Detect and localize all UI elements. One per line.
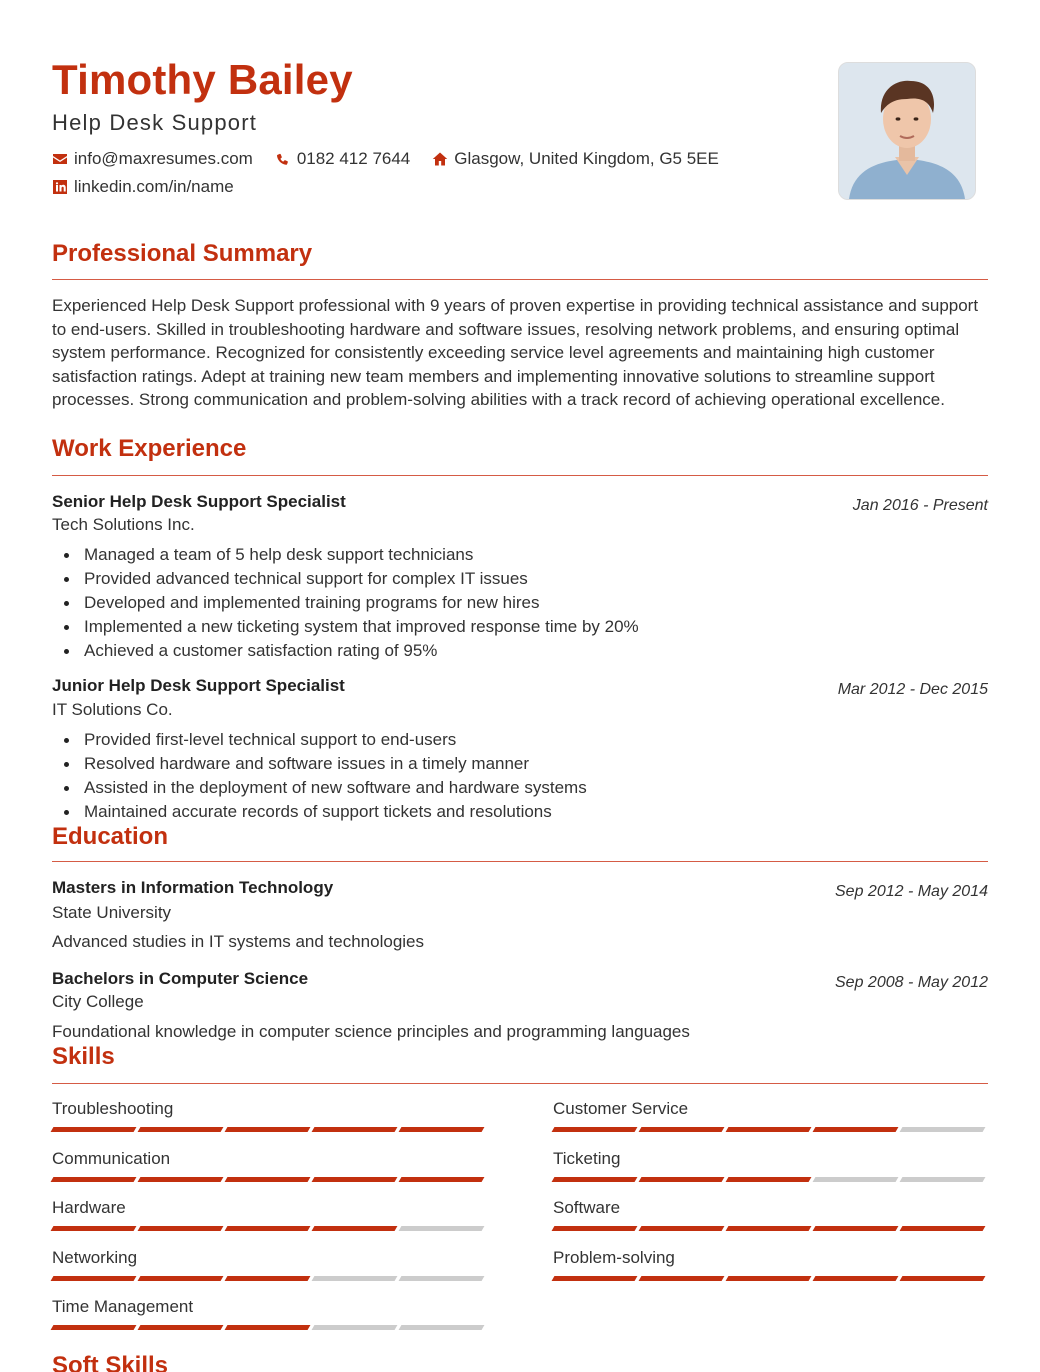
work-divider xyxy=(52,475,988,476)
job-1-company: Tech Solutions Inc. xyxy=(52,515,195,534)
candidate-title: Help Desk Support xyxy=(52,110,258,135)
skill-rating-bar xyxy=(553,1177,989,1182)
skill-rating-segment xyxy=(138,1276,224,1281)
skill-item xyxy=(553,1149,989,1182)
skill-item xyxy=(553,1248,989,1281)
skill-rating-bar xyxy=(52,1325,488,1330)
skill-rating-bar xyxy=(52,1226,488,1231)
education-divider xyxy=(52,861,988,862)
skill-rating-segment xyxy=(312,1276,398,1281)
work-heading: Work Experience xyxy=(52,435,247,462)
contact-row-1 xyxy=(52,149,719,169)
skill-rating-bar xyxy=(553,1276,989,1281)
skill-name: Troubleshooting xyxy=(52,1099,174,1118)
skill-rating-segment xyxy=(726,1226,812,1231)
skill-item xyxy=(52,1149,488,1182)
skill-item xyxy=(52,1099,488,1132)
skill-rating-bar xyxy=(553,1127,989,1132)
skill-rating-segment xyxy=(900,1177,986,1182)
phone-text: 0182 412 7644 xyxy=(296,149,411,168)
skill-rating-segment xyxy=(225,1325,311,1330)
profile-photo xyxy=(838,62,976,200)
skill-name: Customer Service xyxy=(553,1099,689,1118)
skill-rating-segment xyxy=(900,1276,986,1281)
skill-rating-segment xyxy=(813,1226,899,1231)
summary-text: Experienced Help Desk Support professional with 9 years of proven expertise in providing technical assistance and support to end-users. Skilled in troubleshooting hardware and software issues, resolving network problems, and ensuring optimal system performance. Recognized for consistently exceeding service level agreements and maintaining high customer satisfaction ratings. Adept at training new team members and implementing innovative solutions to streamline support processes. Strong communication and problem-solving abilities with a track record of achieving operational excellence. xyxy=(52,296,979,409)
skill-item xyxy=(553,1198,989,1231)
skill-name: Time Management xyxy=(52,1297,194,1316)
skill-rating-segment xyxy=(225,1177,311,1182)
skill-name: Hardware xyxy=(52,1198,126,1217)
phone-icon xyxy=(275,151,291,167)
skill-item xyxy=(553,1099,989,1132)
skill-rating-segment xyxy=(552,1226,638,1231)
summary-heading: Professional Summary xyxy=(52,240,313,267)
linkedin-icon xyxy=(52,179,68,195)
skill-rating-segment xyxy=(726,1127,812,1132)
contact-linkedin[interactable] xyxy=(52,177,234,197)
edu-1-school: State University xyxy=(52,903,172,922)
edu-2-dates: Sep 2008 - May 2012 xyxy=(835,974,988,991)
skill-name: Communication xyxy=(52,1148,171,1168)
job-1-bullets xyxy=(52,543,639,663)
skill-rating-segment xyxy=(813,1276,899,1281)
list-item: Assisted in the deployment of new software and hardware systems xyxy=(84,776,587,800)
skill-rating-segment xyxy=(138,1177,224,1182)
skill-rating-segment xyxy=(399,1276,485,1281)
list-item: Managed a team of 5 help desk support technicians xyxy=(84,543,639,567)
skill-rating-segment xyxy=(51,1325,137,1330)
envelope-icon xyxy=(52,151,68,167)
email-text: info@maxresumes.com xyxy=(74,149,253,168)
edu-2-school: City College xyxy=(52,992,144,1011)
skill-rating-segment xyxy=(51,1177,137,1182)
skill-rating-bar xyxy=(553,1226,989,1231)
job-2-bullets xyxy=(52,728,587,824)
skill-item xyxy=(52,1297,488,1330)
skill-rating-segment xyxy=(726,1177,812,1182)
list-item: Resolved hardware and software issues in a timely manner xyxy=(84,752,587,776)
skill-rating-segment xyxy=(225,1276,311,1281)
edu-2-desc: Foundational knowledge in computer science principles and programming languages xyxy=(52,1022,690,1041)
list-item: Developed and implemented training programs for new hires xyxy=(84,591,639,615)
list-item: Implemented a new ticketing system that improved response time by 20% xyxy=(84,615,639,639)
skill-rating-segment xyxy=(138,1226,224,1231)
contact-email[interactable] xyxy=(52,149,253,169)
job-2-company: IT Solutions Co. xyxy=(52,700,173,719)
skill-rating-bar xyxy=(52,1127,488,1132)
job-1-dates: Jan 2016 - Present xyxy=(852,497,988,514)
skill-rating-segment xyxy=(312,1127,398,1132)
contact-row-2 xyxy=(52,177,234,197)
list-item: Provided first-level technical support to end-users xyxy=(84,728,587,752)
edu-1-dates: Sep 2012 - May 2014 xyxy=(835,883,988,900)
skill-rating-segment xyxy=(552,1276,638,1281)
skill-rating-segment xyxy=(399,1177,485,1182)
skill-name: Networking xyxy=(52,1247,138,1267)
skills-heading: Skills xyxy=(52,1043,115,1070)
skill-name: Ticketing xyxy=(553,1148,621,1168)
summary-divider xyxy=(52,279,988,280)
edu-2-degree: Bachelors in Computer Science xyxy=(52,969,309,988)
skill-rating-segment xyxy=(639,1127,725,1132)
job-1-role: Senior Help Desk Support Specialist xyxy=(52,492,346,511)
skill-rating-segment xyxy=(312,1226,398,1231)
skill-item xyxy=(52,1198,488,1231)
skill-rating-segment xyxy=(639,1177,725,1182)
job-2-role: Junior Help Desk Support Specialist xyxy=(52,676,345,695)
list-item: Provided advanced technical support for complex IT issues xyxy=(84,567,639,591)
skill-rating-segment xyxy=(225,1226,311,1231)
skill-rating-segment xyxy=(726,1276,812,1281)
education-heading: Education xyxy=(52,823,169,850)
home-icon xyxy=(432,151,448,167)
location-text: Glasgow, United Kingdom, G5 5EE xyxy=(454,149,719,168)
edu-1-degree: Masters in Information Technology xyxy=(52,878,334,897)
skill-rating-bar xyxy=(52,1177,488,1182)
skill-rating-segment xyxy=(900,1226,986,1231)
soft-skills-heading: Soft Skills xyxy=(52,1352,169,1372)
skill-rating-segment xyxy=(312,1325,398,1330)
skill-rating-segment xyxy=(399,1325,485,1330)
skill-name: Problem-solving xyxy=(553,1247,675,1267)
list-item: Maintained accurate records of support tickets and resolutions xyxy=(84,800,587,824)
skill-rating-segment xyxy=(813,1177,899,1182)
contact-phone[interactable] xyxy=(275,149,410,169)
skill-rating-segment xyxy=(51,1226,137,1231)
linkedin-text: linkedin.com/in/name xyxy=(74,177,234,196)
skill-name: Software xyxy=(553,1198,621,1217)
skill-rating-segment xyxy=(552,1127,638,1132)
skill-rating-bar xyxy=(52,1276,488,1281)
skill-rating-segment xyxy=(639,1226,725,1231)
edu-1-desc: Advanced studies in IT systems and technologies xyxy=(52,932,425,951)
candidate-name: Timothy Bailey xyxy=(52,56,353,103)
skill-rating-segment xyxy=(639,1276,725,1281)
skill-rating-segment xyxy=(813,1127,899,1132)
contact-location xyxy=(432,149,719,169)
skill-rating-segment xyxy=(138,1127,224,1132)
skill-rating-segment xyxy=(312,1177,398,1182)
skill-rating-segment xyxy=(138,1325,224,1330)
skill-rating-segment xyxy=(399,1226,485,1231)
skill-rating-segment xyxy=(51,1127,137,1132)
skill-rating-segment xyxy=(399,1127,485,1132)
skill-rating-segment xyxy=(900,1127,986,1132)
skill-rating-segment xyxy=(51,1276,137,1281)
skill-rating-segment xyxy=(225,1127,311,1132)
list-item: Achieved a customer satisfaction rating of 95% xyxy=(84,639,639,663)
skill-rating-segment xyxy=(552,1177,638,1182)
job-2-dates: Mar 2012 - Dec 2015 xyxy=(837,681,988,698)
skill-item xyxy=(52,1248,488,1281)
skills-divider xyxy=(52,1083,988,1084)
